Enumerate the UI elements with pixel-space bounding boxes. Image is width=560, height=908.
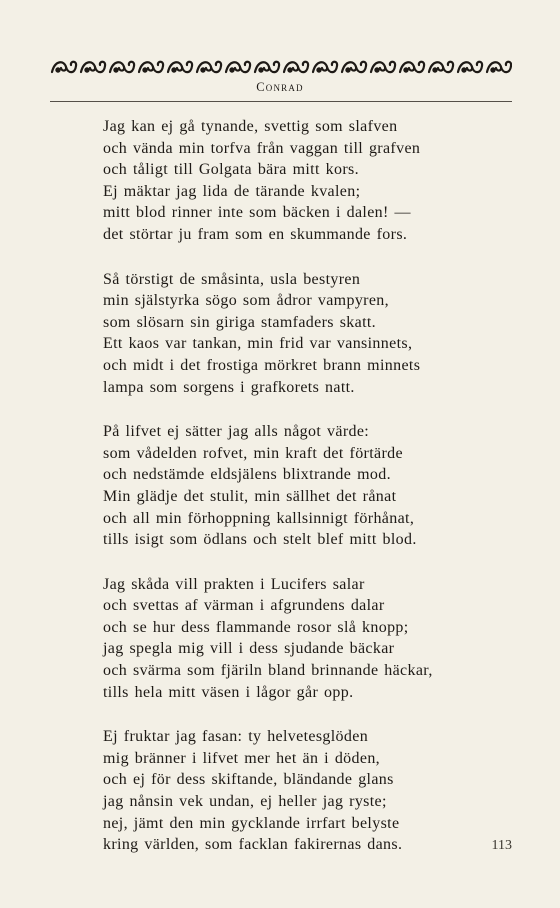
header-rule bbox=[50, 101, 512, 102]
poem-line: Min glädje det stulit, min sällhet det rånat bbox=[103, 487, 397, 505]
poem-line: mitt blod rinner inte som bäcken i dalen! — bbox=[103, 204, 411, 222]
page-number: 113 bbox=[491, 838, 512, 853]
poem-line: På lifvet ej sätter jag alls något värde: bbox=[103, 423, 370, 441]
poem-line: Jag kan ej gå tynande, svettig som slafven bbox=[103, 118, 398, 135]
stanza bbox=[103, 269, 503, 399]
stanza bbox=[103, 726, 503, 856]
poem-line: och vända min torfva från vaggan till grafven bbox=[103, 139, 421, 157]
stanza bbox=[103, 116, 503, 246]
poem-line: och all min förhoppning kallsinnigt förhånat, bbox=[103, 509, 415, 527]
poem-line: lampa som sorgens i grafkorets natt. bbox=[103, 378, 355, 396]
poem-line: jag spegla mig vill i dess sjudande bäckar bbox=[103, 640, 395, 658]
poem-line: och midt i det frostiga mörkret brann minnets bbox=[103, 356, 421, 374]
poem-line: tills hela mitt väsen i lågor går opp. bbox=[103, 683, 354, 701]
poem-line: Ett kaos var tankan, min frid var vansinnets, bbox=[103, 335, 413, 353]
poem-line: Så törstigt de småsinta, usla bestyren bbox=[103, 270, 361, 288]
poem-line: kring världen, som facklan fakirernas dans. bbox=[103, 836, 403, 854]
poem-line: som slösarn sin giriga stamfaders skatt. bbox=[103, 313, 377, 331]
poem-line: och nedstämde eldsjälens blixtrande mod. bbox=[103, 466, 391, 484]
poem-line: min själstyrka sögo som ådror vampyren, bbox=[103, 292, 389, 310]
poem-line: jag nånsin vek undan, ej heller jag ryste; bbox=[103, 793, 387, 811]
poem-line: och se hur dess flammande rosor slå knopp; bbox=[103, 618, 409, 636]
poem-line: och svärma som fjäriln bland brinnande häckar, bbox=[103, 662, 433, 680]
poem-line: Ej mäktar jag lida de tärande kvalen; bbox=[103, 182, 361, 200]
poem-line: som vådelden rofvet, min kraft det förtärde bbox=[103, 444, 403, 462]
poem-line: Ej fruktar jag fasan: ty helvetesglöden bbox=[103, 728, 369, 746]
poem-line: nej, jämt den min gycklande irrfart belyste bbox=[103, 814, 400, 832]
scroll-ornament-icon bbox=[50, 55, 512, 79]
poem-line: och ej för dess skiftande, bländande glans bbox=[103, 771, 394, 789]
poem-line: Jag skåda vill prakten i Lucifers salar bbox=[103, 575, 365, 593]
poem-line: tills isigt som ödlans och stelt blef mitt blod. bbox=[103, 531, 417, 549]
poem-line: mig bränner i lifvet mer het än i döden, bbox=[103, 749, 381, 767]
stanza bbox=[103, 421, 503, 551]
stanza bbox=[103, 574, 503, 704]
poem-body bbox=[103, 116, 503, 879]
poem-line: och svettas af värman i afgrundens dalar bbox=[103, 597, 385, 615]
running-head: Conrad bbox=[256, 80, 304, 94]
poem-line: det störtar ju fram som en skummande fors. bbox=[103, 225, 408, 243]
poem-line: och tåligt till Golgata bära mitt kors. bbox=[103, 161, 359, 179]
